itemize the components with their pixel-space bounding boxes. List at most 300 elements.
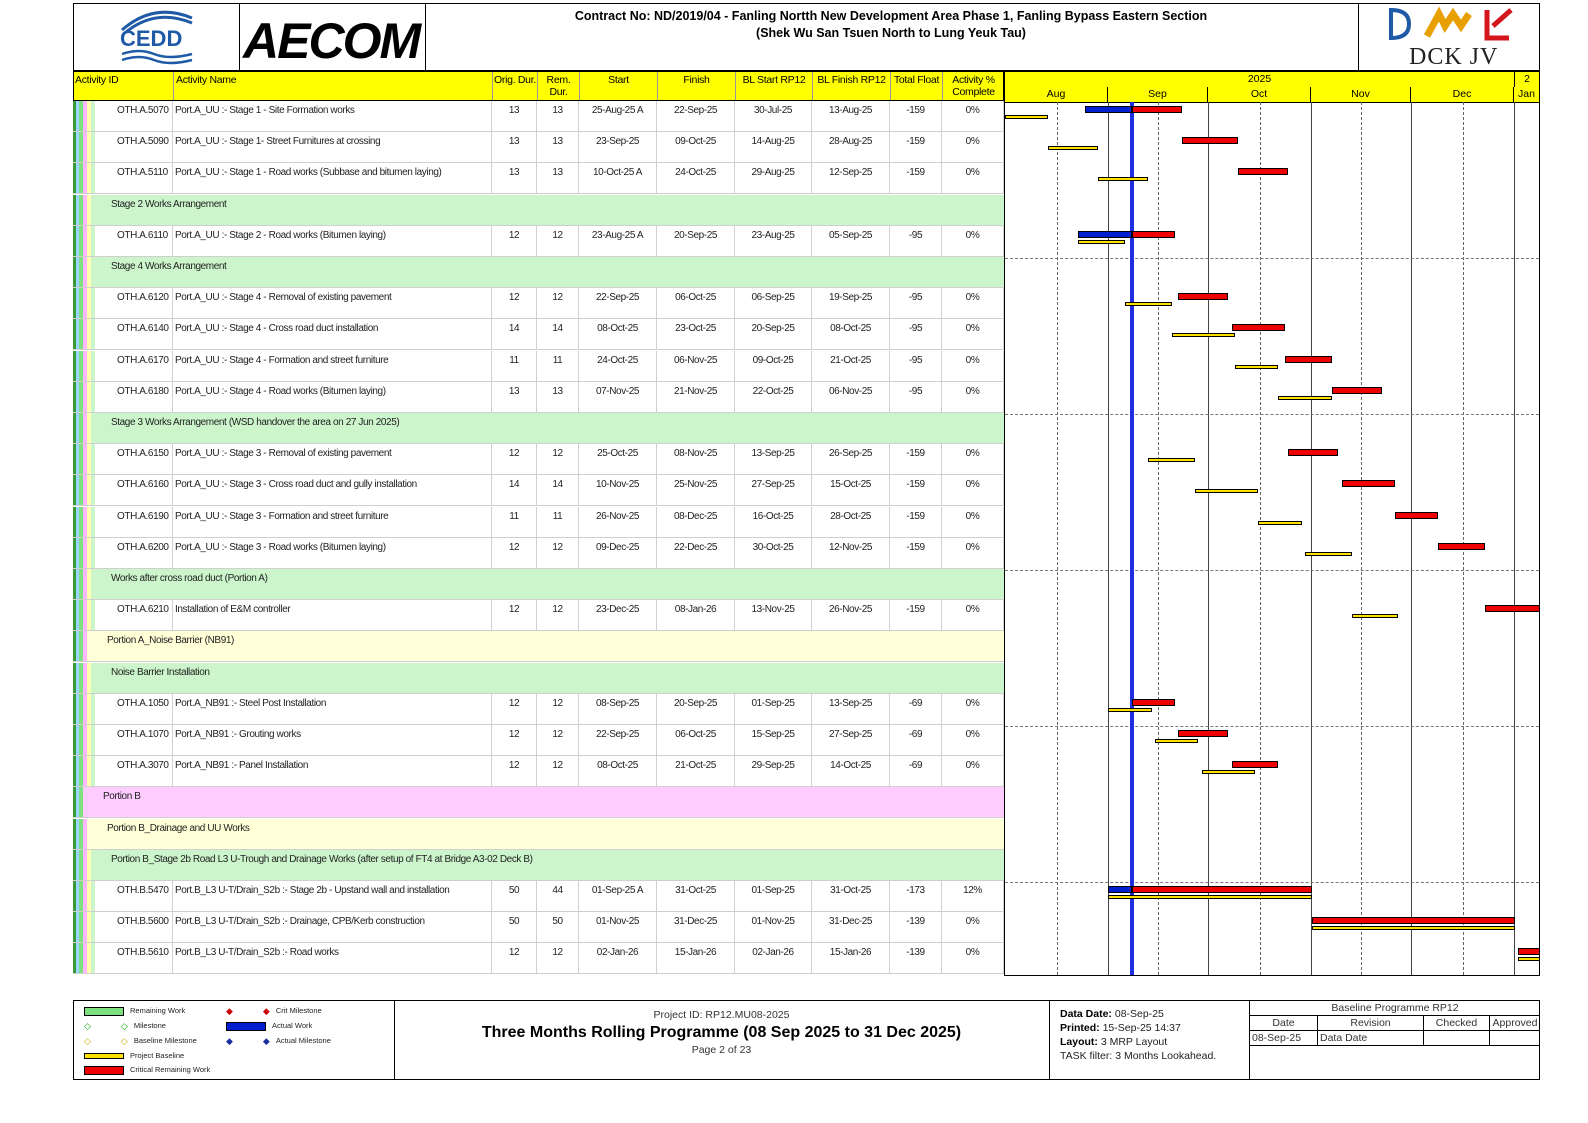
activity-row[interactable] [73, 288, 1004, 319]
cell-finish: 21-Nov-25 [657, 382, 735, 412]
col-start[interactable]: Start [580, 72, 658, 100]
activity-row[interactable] [73, 943, 1004, 974]
cell-orig-dur: 12 [492, 226, 537, 256]
cell-bl-start: 29-Sep-25 [735, 756, 812, 786]
cell-bl-finish: 27-Sep-25 [812, 725, 890, 755]
cell-activity-id: OTH.B.5600 [115, 912, 173, 942]
layout-value: 3 MRP Layout [1100, 1036, 1168, 1048]
activity-row[interactable] [73, 101, 1004, 132]
cell-rem-dur: 12 [537, 943, 579, 973]
cell-rem-dur: 50 [537, 912, 579, 942]
cell-start: 22-Sep-25 [579, 725, 657, 755]
cell-total-float: -95 [890, 319, 942, 349]
baseline-bar[interactable] [1258, 521, 1301, 525]
critical-remaining-bar[interactable] [1285, 356, 1332, 363]
cell-bl-start: 01-Nov-25 [735, 912, 812, 942]
wbs-level-stripe [91, 444, 95, 474]
cell-activity-id: OTH.B.5470 [115, 881, 173, 911]
milestone-diamond-icon-2: ◇ [120, 1021, 128, 1032]
cell-pct-complete: 0% [942, 351, 1004, 381]
rev-col-approved: Approved [1492, 1017, 1538, 1029]
cell-bl-start: 06-Sep-25 [735, 288, 812, 318]
cell-activity-name: Port.B_L3 U-T/Drain_S2b :- Road works [173, 943, 492, 973]
activity-row[interactable] [73, 382, 1004, 413]
critical-remaining-bar[interactable] [1232, 761, 1279, 768]
cell-activity-name: Port.A_NB91 :- Panel Installation [173, 756, 492, 786]
legend-swatch-baseline [84, 1053, 124, 1059]
wbs-level-stripe [91, 475, 95, 505]
cell-finish: 23-Oct-25 [657, 319, 735, 349]
cell-bl-finish: 26-Nov-25 [812, 600, 890, 630]
cell-start: 23-Sep-25 [579, 132, 657, 162]
cell-activity-id: OTH.A.1050 [115, 694, 173, 724]
cell-bl-finish: 13-Aug-25 [812, 101, 890, 131]
gantt-month-jan: Jan [1518, 88, 1535, 100]
cell-orig-dur: 12 [492, 943, 537, 973]
revision-title: Baseline Programme RP12 [1250, 1001, 1540, 1016]
revision-header-row [1250, 1016, 1540, 1031]
legend-project-baseline: Project Baseline [84, 1050, 184, 1062]
critical-remaining-bar[interactable] [1178, 730, 1228, 737]
cell-bl-finish: 15-Oct-25 [812, 475, 890, 505]
wbs-band-label: Noise Barrier Installation [111, 667, 210, 678]
cell-activity-name: Port.A_UU :- Stage 2 - Road works (Bitumen laying) [173, 226, 492, 256]
rev-col-date: Date [1250, 1016, 1318, 1031]
cell-rem-dur: 44 [537, 881, 579, 911]
cell-bl-finish: 08-Oct-25 [812, 319, 890, 349]
baseline-bar[interactable] [1098, 177, 1148, 181]
cell-orig-dur: 13 [492, 101, 537, 131]
critical-remaining-bar[interactable] [1132, 699, 1175, 706]
gantt-chart [1004, 71, 1540, 976]
cell-pct-complete: 0% [942, 694, 1004, 724]
wbs-level-stripe [91, 600, 95, 630]
gantt-week-gridline [1260, 102, 1261, 975]
dck-jv-mark-icon [1387, 6, 1537, 46]
baseline-bar[interactable] [1172, 333, 1235, 337]
cell-finish: 15-Jan-26 [657, 943, 735, 973]
gantt-month-gridline [1514, 102, 1515, 975]
cell-start: 25-Oct-25 [579, 444, 657, 474]
cell-finish: 06-Oct-25 [657, 288, 735, 318]
cell-total-float: -159 [890, 538, 942, 568]
cell-activity-name: Port.B_L3 U-T/Drain_S2b :- Drainage, CPB/Kerb construction [173, 912, 492, 942]
dck-jv-logo-text: DCK JV [1409, 44, 1499, 70]
cell-bl-start: 29-Aug-25 [735, 163, 812, 193]
cell-finish: 22-Sep-25 [657, 101, 735, 131]
cell-activity-id: OTH.A.1070 [115, 725, 173, 755]
cell-activity-id: OTH.A.6120 [115, 288, 173, 318]
cell-activity-name: Port.A_UU :- Stage 3 - Cross road duct and gully installation [173, 475, 492, 505]
wbs-level-stripe [91, 163, 95, 193]
wbs-level-stripe [87, 413, 91, 443]
col-pct-complete[interactable]: Activity % Complete [952, 74, 995, 98]
activity-row[interactable] [73, 912, 1004, 943]
activity-row[interactable] [73, 725, 1004, 756]
cell-pct-complete: 0% [942, 912, 1004, 942]
critical-remaining-bar[interactable] [1395, 512, 1438, 519]
activity-row[interactable] [73, 538, 1004, 569]
rev-date: 08-Sep-25 [1250, 1031, 1318, 1046]
cell-activity-name: Port.A_UU :- Stage 4 - Cross road duct installation [173, 319, 492, 349]
wbs-level-stripe [91, 725, 95, 755]
wbs-level-stripe [91, 881, 95, 911]
wbs-level-stripe [91, 912, 95, 942]
gantt-year-2025: 2025 [1005, 72, 1515, 87]
baseline-bar[interactable] [1202, 770, 1255, 774]
cell-finish: 25-Nov-25 [657, 475, 735, 505]
cell-bl-finish: 31-Oct-25 [812, 881, 890, 911]
cell-start: 24-Oct-25 [579, 351, 657, 381]
cell-rem-dur: 12 [537, 756, 579, 786]
revision-row [1250, 1031, 1540, 1046]
cell-activity-name: Port.A_UU :- Stage 1- Street Furnitures at crossing [173, 132, 492, 162]
printed-value: 15-Sep-25 14:37 [1102, 1022, 1181, 1034]
cell-rem-dur: 12 [537, 600, 579, 630]
cell-orig-dur: 50 [492, 881, 537, 911]
cell-activity-id: OTH.A.6110 [115, 226, 173, 256]
activity-row[interactable] [73, 475, 1004, 506]
cell-bl-start: 01-Sep-25 [735, 694, 812, 724]
wbs-band-label: Portion B_Drainage and UU Works [107, 823, 250, 834]
gantt-month-aug: Aug [1005, 87, 1108, 102]
cell-orig-dur: 11 [492, 507, 537, 537]
col-bl-finish[interactable]: BL Finish RP12 [813, 72, 891, 100]
critical-remaining-bar[interactable] [1178, 293, 1228, 300]
cell-bl-finish: 12-Sep-25 [812, 163, 890, 193]
cell-finish: 08-Jan-26 [657, 600, 735, 630]
cell-pct-complete: 0% [942, 163, 1004, 193]
activity-row[interactable] [73, 319, 1004, 350]
critical-remaining-bar[interactable] [1132, 106, 1182, 113]
wbs-level-stripe [91, 288, 95, 318]
baseline-bar[interactable] [1108, 895, 1311, 899]
cell-bl-finish: 14-Oct-25 [812, 756, 890, 786]
baseline-bar[interactable] [1148, 458, 1195, 462]
cell-bl-finish: 06-Nov-25 [812, 382, 890, 412]
wbs-band-row[interactable] [73, 195, 1004, 226]
crit-diamond-icon-2: ◆ [262, 1006, 270, 1017]
cell-rem-dur: 13 [537, 132, 579, 162]
critical-remaining-bar[interactable] [1438, 543, 1485, 550]
baseline-bar[interactable] [1125, 302, 1172, 306]
activity-row[interactable] [73, 226, 1004, 257]
wbs-level-stripe [87, 850, 91, 880]
cell-total-float: -159 [890, 101, 942, 131]
activity-row[interactable] [73, 694, 1004, 725]
aecom-logo [239, 4, 426, 72]
gantt-year-header [1005, 72, 1539, 88]
cell-activity-name: Port.A_UU :- Stage 3 - Formation and street furniture [173, 507, 492, 537]
cell-activity-id: OTH.A.6170 [115, 351, 173, 381]
legend-swatch-critical [84, 1066, 124, 1075]
baseline-bar[interactable] [1195, 489, 1258, 493]
critical-remaining-bar[interactable] [1518, 948, 1540, 955]
cell-start: 22-Sep-25 [579, 288, 657, 318]
cell-start: 25-Aug-25 A [579, 101, 657, 131]
cell-orig-dur: 13 [492, 382, 537, 412]
cell-pct-complete: 0% [942, 475, 1004, 505]
cell-activity-name: Port.A_UU :- Stage 1 - Site Formation works [173, 101, 492, 131]
cell-rem-dur: 12 [537, 226, 579, 256]
cell-rem-dur: 13 [537, 163, 579, 193]
cell-total-float: -159 [890, 163, 942, 193]
wbs-level-stripe [87, 569, 91, 599]
cell-activity-id: OTH.A.5110 [115, 163, 173, 193]
cell-bl-finish: 13-Sep-25 [812, 694, 890, 724]
cell-rem-dur: 12 [537, 694, 579, 724]
wbs-level-stripe [91, 943, 95, 973]
activity-row[interactable] [73, 756, 1004, 787]
cell-start: 01-Sep-25 A [579, 881, 657, 911]
activity-row[interactable] [73, 507, 1004, 538]
gantt-row-gridline [1005, 258, 1539, 259]
wbs-level-stripe [87, 257, 91, 287]
col-total-float[interactable]: Total Float [891, 72, 943, 100]
wbs-level-stripe [91, 507, 95, 537]
wbs-band-row[interactable] [73, 569, 1004, 600]
cell-pct-complete: 0% [942, 444, 1004, 474]
cell-activity-name: Port.A_UU :- Stage 4 - Road works (Bitumen laying) [173, 382, 492, 412]
baseline-bar[interactable] [1278, 396, 1331, 400]
contract-line-2: (Shek Wu San Tsuen North to Lung Yeuk Tau) [756, 26, 1026, 40]
cell-activity-id: OTH.B.5610 [115, 943, 173, 973]
activity-table-header [73, 71, 1004, 101]
cell-finish: 31-Dec-25 [657, 912, 735, 942]
cell-start: 26-Nov-25 [579, 507, 657, 537]
baseline-bar[interactable] [1518, 957, 1540, 961]
cell-rem-dur: 13 [537, 101, 579, 131]
wbs-level-stripe [91, 319, 95, 349]
print-info [1060, 1007, 1250, 1063]
cell-pct-complete: 0% [942, 943, 1004, 973]
actual-work-bar[interactable] [1108, 886, 1131, 893]
cell-rem-dur: 14 [537, 319, 579, 349]
cell-bl-start: 01-Sep-25 [735, 881, 812, 911]
cell-activity-name: Port.A_UU :- Stage 4 - Removal of existing pavement [173, 288, 492, 318]
gantt-month-nov: Nov [1311, 87, 1411, 102]
cell-pct-complete: 0% [942, 382, 1004, 412]
cell-activity-id: OTH.A.3070 [115, 756, 173, 786]
wbs-band-label: Stage 4 Works Arrangement [111, 261, 227, 272]
wbs-level-stripe [91, 132, 95, 162]
cell-start: 10-Oct-25 A [579, 163, 657, 193]
activity-row[interactable] [73, 163, 1004, 194]
wbs-level-stripe [87, 195, 91, 225]
wbs-band-row[interactable] [73, 257, 1004, 288]
programme-title: Three Months Rolling Programme (08 Sep 2025 to 31 Dec 2025) [481, 1024, 962, 1041]
wbs-band-row[interactable] [73, 787, 1004, 818]
cell-bl-start: 13-Nov-25 [735, 600, 812, 630]
cell-pct-complete: 12% [942, 881, 1004, 911]
cell-bl-start: 22-Oct-25 [735, 382, 812, 412]
page-number: Page 2 of 23 [691, 1044, 752, 1056]
cell-activity-name: Port.A_UU :- Stage 3 - Road works (Bitumen laying) [173, 538, 492, 568]
baseline-bar[interactable] [1048, 146, 1098, 150]
cell-bl-start: 02-Jan-26 [735, 943, 812, 973]
cell-finish: 31-Oct-25 [657, 881, 735, 911]
cell-bl-start: 23-Aug-25 [735, 226, 812, 256]
cell-rem-dur: 11 [537, 507, 579, 537]
baseline-bar[interactable] [1305, 552, 1352, 556]
cell-bl-finish: 28-Oct-25 [812, 507, 890, 537]
cell-bl-finish: 21-Oct-25 [812, 351, 890, 381]
actual-work-bar[interactable] [1078, 231, 1131, 238]
cell-total-float: -159 [890, 600, 942, 630]
cell-finish: 22-Dec-25 [657, 538, 735, 568]
cell-orig-dur: 12 [492, 288, 537, 318]
dck-jv-logo [1358, 4, 1542, 72]
activity-row[interactable] [73, 132, 1004, 163]
printed-line: Printed: 15-Sep-25 14:37 [1060, 1022, 1181, 1034]
wbs-band-row[interactable] [73, 413, 1004, 444]
cell-pct-complete: 0% [942, 725, 1004, 755]
cell-rem-dur: 12 [537, 288, 579, 318]
wbs-band-row[interactable] [73, 631, 1004, 662]
critical-remaining-bar[interactable] [1312, 917, 1515, 924]
legend [74, 1001, 395, 1079]
cell-activity-id: OTH.A.5090 [115, 132, 173, 162]
cell-orig-dur: 14 [492, 475, 537, 505]
actual-work-bar[interactable] [1085, 106, 1132, 113]
cedd-logo [74, 4, 240, 72]
cell-bl-start: 09-Oct-25 [735, 351, 812, 381]
gantt-month-oct: Oct [1208, 87, 1311, 102]
cell-orig-dur: 12 [492, 756, 537, 786]
cell-finish: 08-Dec-25 [657, 507, 735, 537]
gantt-row-gridline [1005, 882, 1539, 883]
baseline-bar[interactable] [1235, 365, 1278, 369]
baseline-bar[interactable] [1312, 926, 1515, 930]
cell-pct-complete: 0% [942, 101, 1004, 131]
cell-start: 08-Oct-25 [579, 756, 657, 786]
cell-start: 07-Nov-25 [579, 382, 657, 412]
data-date-line: Data Date: 08-Sep-25 [1060, 1008, 1164, 1020]
cell-activity-id: OTH.A.6210 [115, 600, 173, 630]
cell-activity-name: Port.A_NB91 :- Steel Post Installation [173, 694, 492, 724]
baseline-bar[interactable] [1155, 739, 1198, 743]
col-activity-id[interactable]: Activity ID [74, 72, 174, 100]
cell-activity-id: OTH.A.6150 [115, 444, 173, 474]
cell-total-float: -159 [890, 475, 942, 505]
cell-pct-complete: 0% [942, 226, 1004, 256]
baseline-bar[interactable] [1078, 240, 1125, 244]
cell-bl-start: 30-Jul-25 [735, 101, 812, 131]
baseline-bar[interactable] [1352, 614, 1399, 618]
gantt-week-gridline [1361, 102, 1362, 975]
col-activity-name[interactable]: Activity Name [174, 72, 493, 100]
cell-total-float: -159 [890, 507, 942, 537]
critical-remaining-bar[interactable] [1132, 231, 1175, 238]
cell-orig-dur: 13 [492, 163, 537, 193]
legend-swatch-remaining [84, 1007, 124, 1016]
wbs-level-stripe [91, 756, 95, 786]
cell-rem-dur: 14 [537, 475, 579, 505]
contract-line-1: Contract No: ND/2019/04 - Fanling Nortth New Development Area Phase 1, Fanling Bypass Eastern Section [574, 9, 1208, 23]
programme-title-box [394, 1001, 1050, 1079]
wbs-band-row[interactable] [73, 850, 1004, 881]
cell-pct-complete: 0% [942, 319, 1004, 349]
wbs-level-stripe [91, 694, 95, 724]
baseline-bar[interactable] [1005, 115, 1048, 119]
cell-pct-complete: 0% [942, 507, 1004, 537]
critical-remaining-bar[interactable] [1485, 605, 1540, 612]
cell-bl-start: 30-Oct-25 [735, 538, 812, 568]
gantt-month-dec: Dec [1411, 87, 1514, 102]
actual-diamond-icon-2: ◆ [262, 1036, 270, 1047]
activity-row[interactable] [73, 444, 1004, 475]
cell-start: 08-Sep-25 [579, 694, 657, 724]
cell-orig-dur: 13 [492, 132, 537, 162]
cell-total-float: -159 [890, 132, 942, 162]
cell-finish: 20-Sep-25 [657, 694, 735, 724]
cell-total-float: -159 [890, 444, 942, 474]
activity-row[interactable] [73, 600, 1004, 631]
gantt-month-gridline [1208, 102, 1209, 975]
cell-bl-finish: 05-Sep-25 [812, 226, 890, 256]
col-rem-dur[interactable]: Rem. Dur. [538, 72, 580, 100]
cell-total-float: -95 [890, 351, 942, 381]
col-finish[interactable]: Finish [658, 72, 736, 100]
gantt-month-header [1005, 87, 1539, 103]
cell-orig-dur: 12 [492, 694, 537, 724]
cell-pct-complete: 0% [942, 600, 1004, 630]
critical-remaining-bar[interactable] [1342, 480, 1395, 487]
critical-remaining-bar[interactable] [1132, 886, 1312, 893]
cell-finish: 24-Oct-25 [657, 163, 735, 193]
critical-remaining-bar[interactable] [1238, 168, 1288, 175]
legend-remaining-work: Remaining Work [84, 1005, 185, 1017]
critical-remaining-bar[interactable] [1232, 324, 1285, 331]
revision-table [1249, 1001, 1540, 1079]
cell-bl-start: 20-Sep-25 [735, 319, 812, 349]
gantt-year-next: 2 [1524, 73, 1530, 85]
activity-row[interactable] [73, 881, 1004, 912]
rev-checked [1424, 1031, 1490, 1046]
wbs-band-row[interactable] [73, 663, 1004, 694]
wbs-band-label: Works after cross road duct (Portion A) [111, 573, 268, 584]
cell-bl-finish: 28-Aug-25 [812, 132, 890, 162]
cell-orig-dur: 12 [492, 444, 537, 474]
critical-remaining-bar[interactable] [1332, 387, 1382, 394]
critical-remaining-bar[interactable] [1288, 449, 1338, 456]
col-orig-dur[interactable]: Orig. Dur. [493, 72, 538, 100]
cell-bl-start: 15-Sep-25 [735, 725, 812, 755]
data-date-value: 08-Sep-25 [1114, 1008, 1164, 1020]
cell-orig-dur: 11 [492, 351, 537, 381]
project-id: Project ID: RP12.MU08-2025 [653, 1009, 790, 1021]
cell-rem-dur: 11 [537, 351, 579, 381]
title-block-header [73, 3, 1540, 71]
wbs-level-stripe [83, 819, 87, 849]
baseline-bar[interactable] [1108, 708, 1151, 712]
cell-finish: 06-Nov-25 [657, 351, 735, 381]
cell-pct-complete: 0% [942, 132, 1004, 162]
critical-remaining-bar[interactable] [1182, 137, 1239, 144]
cell-bl-finish: 12-Nov-25 [812, 538, 890, 568]
wbs-band-label: Stage 2 Works Arrangement [111, 199, 227, 210]
cell-start: 09-Dec-25 [579, 538, 657, 568]
col-bl-start[interactable]: BL Start RP12 [736, 72, 813, 100]
cell-total-float: -69 [890, 725, 942, 755]
cell-pct-complete: 0% [942, 288, 1004, 318]
activity-row[interactable] [73, 351, 1004, 382]
cell-rem-dur: 12 [537, 444, 579, 474]
legend-actual-work: Actual Work [226, 1020, 312, 1032]
wbs-band-row[interactable] [73, 819, 1004, 850]
cedd-logo-text: CEDD [120, 26, 183, 51]
wbs-level-stripe [91, 351, 95, 381]
